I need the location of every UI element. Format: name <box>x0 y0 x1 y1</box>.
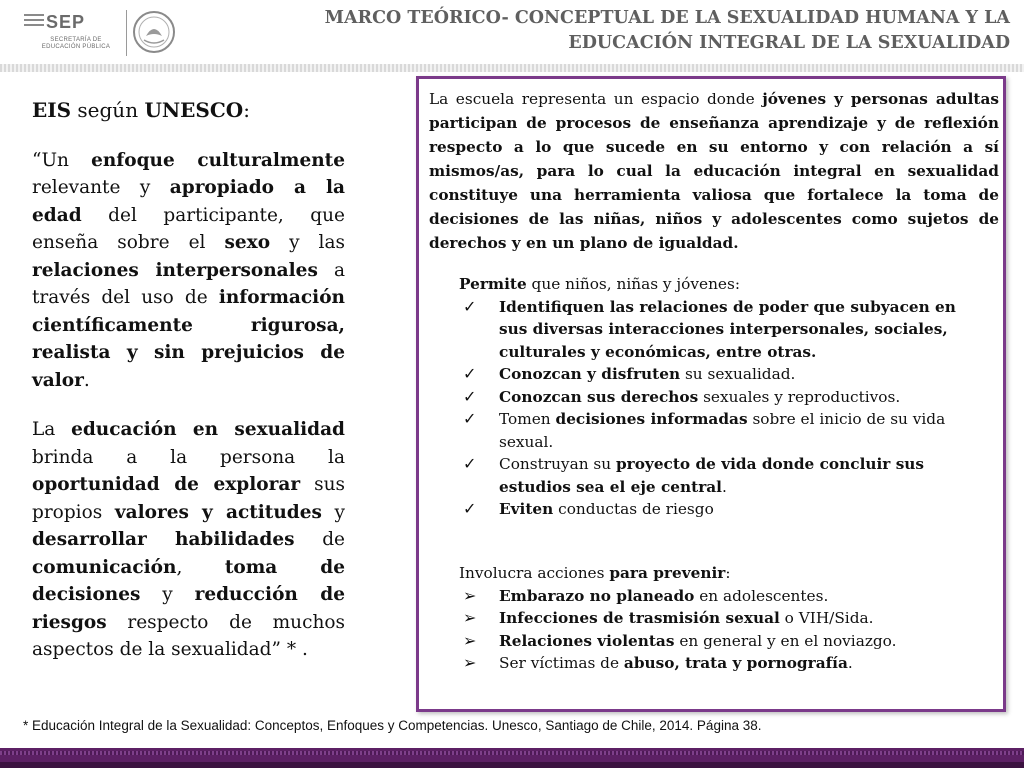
checkmark-icon: ✓ <box>463 364 477 383</box>
sep-logo-text: SEP <box>46 12 86 32</box>
education-paragraph: La educación en sexualidad brinda a la persona la oportunidad de explorar sus propios valores y actitudes y desarrollar habilidades de comunicación, toma de decisiones y reducción de riesgos respecto de muchos aspectos de la sexualidad” * . <box>32 419 345 660</box>
list-item: ✓ Conozcan y disfruten su sexualidad. <box>459 363 979 386</box>
slide-title <box>270 6 1010 56</box>
checkmark-icon: ✓ <box>463 499 477 518</box>
list-item: ➢ Ser víctimas de abuso, trata y pornografía. <box>459 652 979 675</box>
checkmark-icon: ✓ <box>463 454 477 473</box>
sep-logo-subtitle: SECRETARÍA DE EDUCACIÓN PÚBLICA <box>41 37 111 50</box>
slide-title-line-2: EDUCACIÓN INTEGRAL DE LA SEXUALIDAD <box>568 33 1010 53</box>
header-band <box>0 64 1024 72</box>
involucra-list <box>459 585 979 675</box>
footnote: * Educación Integral de la Sexualidad: Conceptos, Enfoques y Competencias. Unesco, Santiago de Chile, 2014. Página 38. <box>23 718 762 733</box>
list-item: ➢ Relaciones violentas en general y en el noviazgo. <box>459 630 979 653</box>
involucra-heading: Involucra acciones para prevenir: <box>459 564 731 582</box>
checkmark-icon: ✓ <box>463 409 477 428</box>
list-item: ✓ Eviten conductas de riesgo <box>459 498 979 521</box>
sep-logo-lines <box>24 14 44 32</box>
right-content-box <box>416 76 1006 712</box>
slide-title-line-1: MARCO TEÓRICO- CONCEPTUAL DE LA SEXUALIDAD HUMANA Y LA <box>324 8 1010 28</box>
permite-section <box>459 273 979 521</box>
checkmark-icon: ✓ <box>463 296 477 316</box>
sep-logo <box>24 8 120 56</box>
unesco-definition-paragraph: “Un enfoque culturalmente relevante y apropiado a la edad del participante, que enseña sobre el sexo y las relaciones interpersonales a través del uso de información científicamente rigurosa, realista y sin prejuicios de valor. <box>32 149 345 391</box>
header <box>0 0 1024 66</box>
school-paragraph: La escuela representa un espacio donde jóvenes y personas adultas participan de procesos de enseñanza aprendizaje y de reflexión respecto a lo que sucede en su entorno y con relación a sí mismos/as, para lo cual la educación integral en sexualidad constituye una herramienta valiosa que fortalece la toma de decisiones de las niñas, niños y adolescentes como sujetos de derechos y en un plano de igualdad. <box>429 90 999 252</box>
arrow-right-bullet-icon: ➢ <box>463 585 477 605</box>
logo-divider <box>126 10 127 56</box>
permite-list <box>459 296 979 521</box>
national-seal-icon <box>132 10 176 54</box>
permite-heading: Permite que niños, niñas y jóvenes: <box>459 275 740 293</box>
list-item: ✓ Construyan su proyecto de vida donde concluir sus estudios sea el eje central. <box>463 454 925 496</box>
list-item: ➢ Infecciones de trasmisión sexual o VIH/Sida. <box>459 607 979 630</box>
footer-band <box>0 748 1024 768</box>
list-item: ✓ Tomen decisiones informadas sobre el inicio de su vida sexual. <box>463 409 946 451</box>
list-item: ➢ Embarazo no planeado en adolescentes. <box>459 585 979 608</box>
list-item: ✓ Identifiquen las relaciones de poder que subyacen en sus diversas interacciones interpersonales, sociales, culturales y económicas, entre otras. <box>463 296 956 361</box>
list-item: ✓ Conozcan sus derechos sexuales y reproductivos. <box>459 386 979 409</box>
arrow-right-bullet-icon: ➢ <box>463 653 477 672</box>
arrow-right-bullet-icon: ➢ <box>463 630 477 650</box>
left-column <box>32 97 345 686</box>
left-heading: EIS según UNESCO: <box>32 98 250 122</box>
checkmark-icon: ✓ <box>463 386 477 406</box>
involucra-section <box>459 562 979 675</box>
arrow-right-bullet-icon: ➢ <box>463 608 477 627</box>
